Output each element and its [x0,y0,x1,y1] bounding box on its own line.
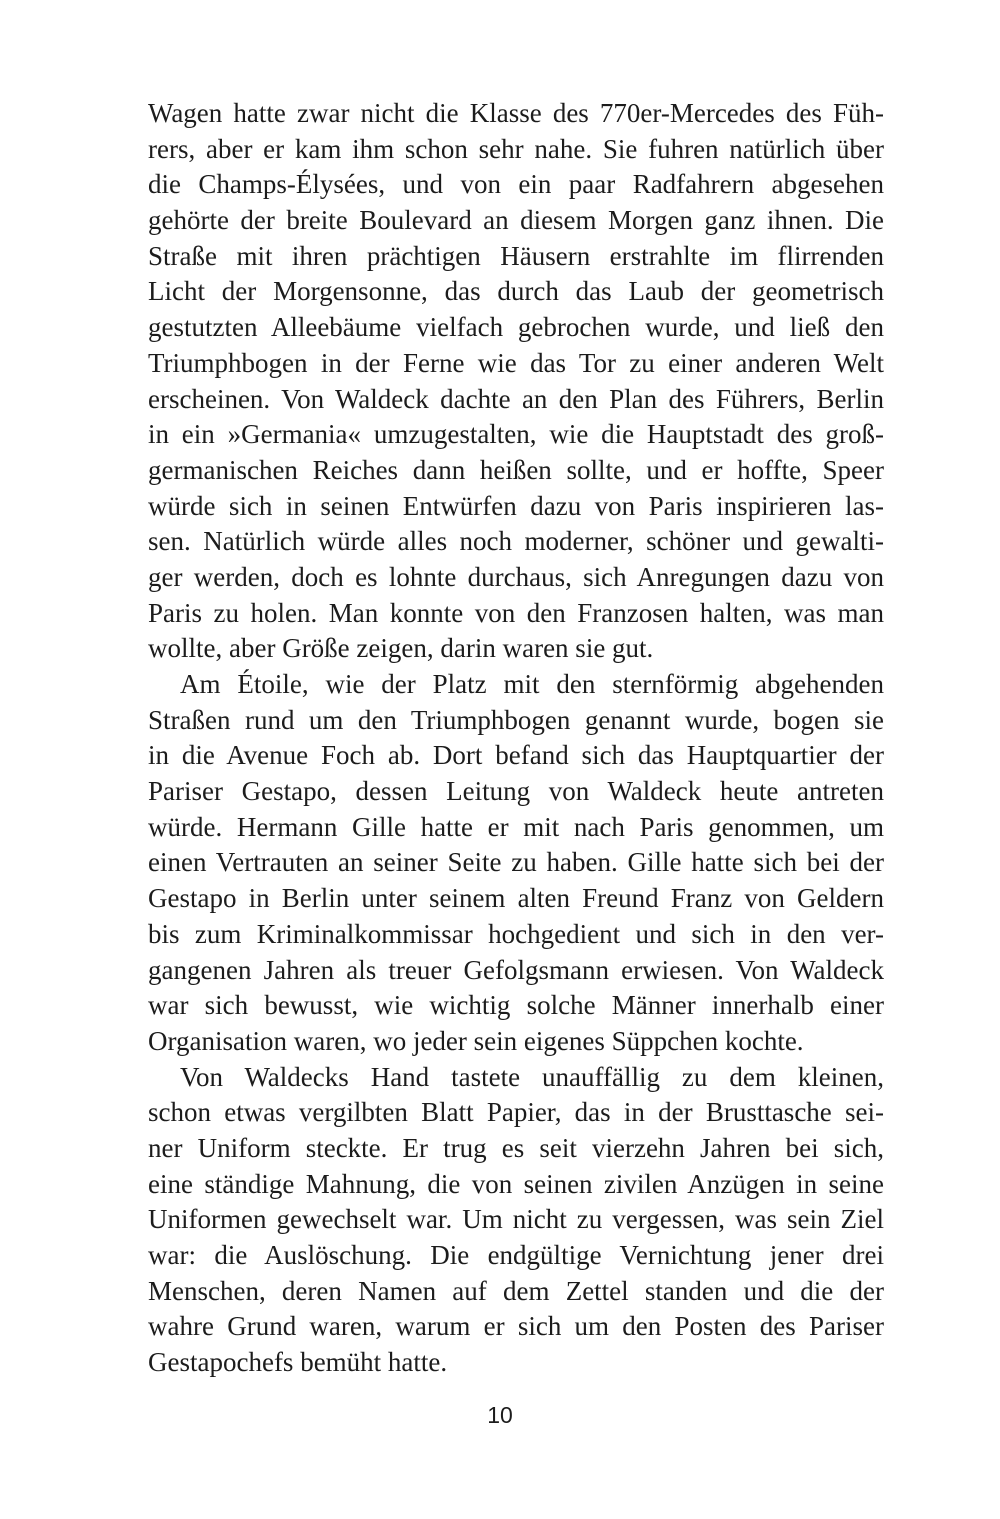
text-line: Gestapo in Berlin unter seinem alten Freund Franz von Geldern [148,883,884,914]
text-line: Straßen rund um den Triumphbogen genannt wurde, bogen sie [148,704,884,735]
text-line: Menschen, deren Namen auf dem Zettel standen und die der [148,1275,884,1306]
text-line: Am Étoile, wie der Platz mit den sternförmig abgehenden [180,669,884,699]
text-line: würde. Hermann Gille hatte er mit nach Paris genommen, um [148,811,884,842]
paragraph-2 [148,667,884,1060]
paragraph-1 [148,96,884,667]
text-line: gehörte der breite Boulevard an diesem Morgen ganz ihnen. Die [148,205,884,236]
text-line: bis zum Kriminalkommissar hochgedient und sich in den ver- [148,918,884,949]
text-line: war sich bewusst, wie wichtig solche Männer innerhalb einer [148,990,884,1021]
text-line: Licht der Morgensonne, das durch das Laub der geometrisch [148,276,884,307]
text-line: Straße mit ihren prächtigen Häusern erstrahlte im flirrenden [148,240,884,271]
text-line: rers, aber er kam ihm schon sehr nahe. Sie fuhren natürlich über [148,133,884,164]
text-line: wollte, aber Größe zeigen, darin waren sie gut. [148,633,654,664]
text-line: in die Avenue Foch ab. Dort befand sich das Hauptquartier der [148,740,884,771]
text-line: Wagen hatte zwar nicht die Klasse des 770er-Mercedes des Füh- [148,98,884,128]
text-line: Paris zu holen. Man konnte von den Franzosen halten, was man [148,597,884,628]
text-line: gestutzten Alleebäume vielfach gebrochen wurde, und ließ den [148,312,884,343]
text-line: wahre Grund waren, warum er sich um den Posten des Pariser [148,1311,884,1342]
text-line: Gestapochefs bemüht hatte. [148,1347,448,1378]
text-line: in ein »Germania« umzugestalten, wie die Hauptstadt des groß- [148,419,884,450]
text-line: Von Waldecks Hand tastete unauffällig zu dem kleinen, [180,1061,884,1092]
text-line: ger werden, doch es lohnte durchaus, sich Anregungen dazu von [148,561,884,592]
text-line: ner Uniform steckte. Er trug es seit vierzehn Jahren bei sich, [148,1132,884,1163]
text-line: Triumphbogen in der Ferne wie das Tor zu einer anderen Welt [148,347,884,378]
text-line: erscheinen. Von Waldeck dachte an den Plan des Führers, Berlin [148,383,884,414]
page-number: 10 [487,1402,513,1428]
text-line: einen Vertrauten an seiner Seite zu haben. Gille hatte sich bei der [148,847,884,878]
paragraph-3 [148,1060,884,1381]
text-line: Pariser Gestapo, dessen Leitung von Waldeck heute antreten [148,776,884,807]
text-line: germanischen Reiches dann heißen sollte, und er hoffte, Speer [148,454,884,485]
body-text [148,96,884,1381]
text-line: war: die Auslöschung. Die endgültige Vernichtung jener drei [148,1240,884,1270]
text-line: würde sich in seinen Entwürfen dazu von Paris inspirieren las- [148,490,884,521]
text-line: die Champs-Élysées, und von ein paar Radfahrern abgesehen [148,169,884,200]
text-line: schon etwas vergilbten Blatt Papier, das in der Brusttasche sei- [148,1097,884,1128]
text-line: gangenen Jahren als treuer Gefolgsmann erwiesen. Von Waldeck [148,954,884,985]
text-line: Uniformen gewechselt war. Um nicht zu vergessen, was sein Ziel [148,1204,884,1235]
text-line: eine ständige Mahnung, die von seinen zivilen Anzügen in seine [148,1168,884,1199]
text-line: Organisation waren, wo jeder sein eigenes Süppchen kochte. [148,1025,804,1056]
text-line: sen. Natürlich würde alles noch moderner, schöner und gewalti- [148,526,884,557]
